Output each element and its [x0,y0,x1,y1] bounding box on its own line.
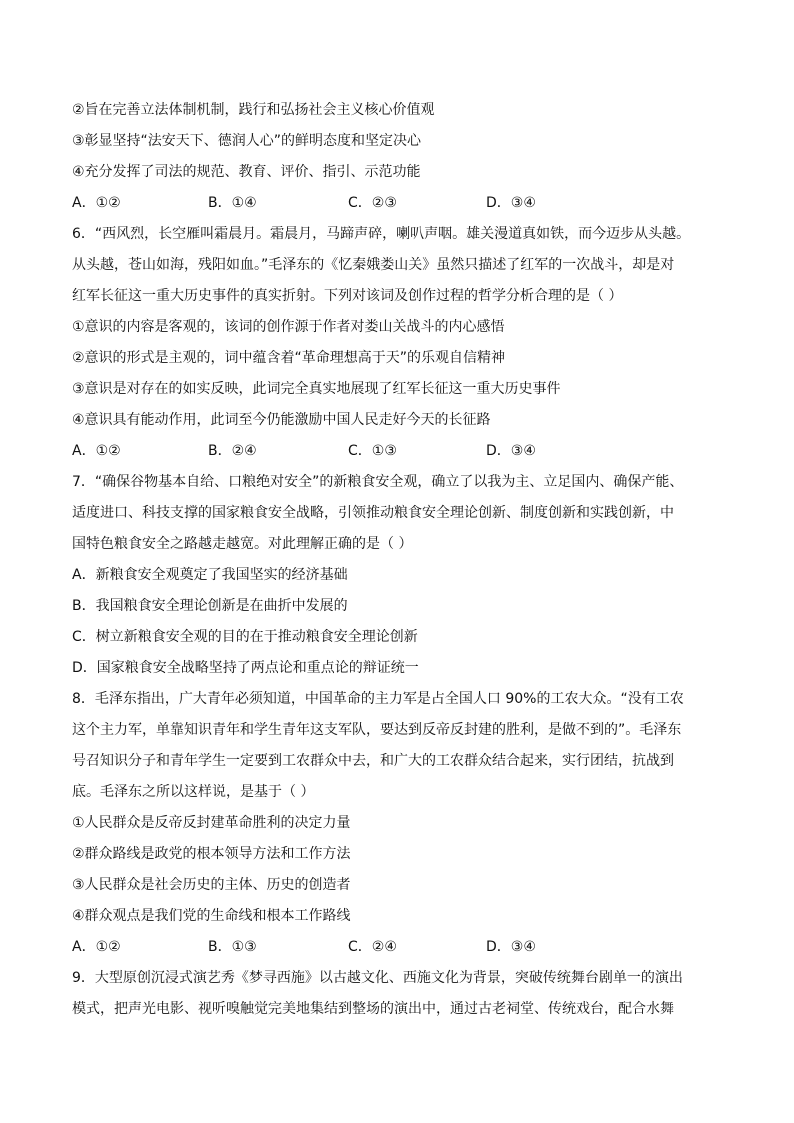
option-d[interactable]: D．国家粮食安全战略坚持了两点论和重点论的辩证统一 [72,660,419,676]
answer-options [72,937,722,968]
option-d[interactable]: D．③④ [486,443,536,459]
option-a[interactable]: A．①② [72,443,121,459]
question-content [72,100,722,1030]
question-9 [72,968,722,1030]
answer-options [72,441,722,472]
statement-item: ①意识的内容是客观的，该词的创作源于作者对娄山关战斗的内心感悟 [72,319,505,335]
question-stem-line: 号召知识分子和青年学生一定要到工农群众中去，和广大的工农群众结合起来，实行团结，抗战到 [72,753,674,769]
question-stem-line: 适度进口、科技支撑的国家粮食安全战略，引领推动粮食安全理论创新、制度创新和实践创新，中 [72,505,674,521]
question-stem-line: 从头越，苍山如海，残阳如血。”毛泽东的《忆秦娥娄山关》虽然只描述了红军的一次战斗，却是对 [72,257,675,273]
question-stem-line: 底。毛泽东之所以这样说，是基于（ ） [72,784,315,800]
question-stem-line: 国特色粮食安全之路越走越宽。对此理解正确的是（ ） [72,536,413,552]
question-stem-line: 红军长征这一重大历史事件的真实折射。下列对该词及创作过程的哲学分析合理的是（ ） [72,288,623,304]
option-b[interactable]: B．①③ [208,939,257,955]
question-6 [72,224,722,472]
statement-item: ④群众观点是我们党的生命线和根本工作路线 [72,908,351,924]
option-a[interactable]: A．①② [72,195,121,211]
question-8 [72,689,722,968]
question-stem-line: 7．“确保谷物基本自给、口粮绝对安全”的新粮食安全观，确立了以我为主、立足国内、确保产能、 [72,474,684,490]
question-5-tail [72,100,722,224]
option-b[interactable]: B．②④ [208,443,257,459]
statement-item: ②意识的形式是主观的，词中蕴含着“革命理想高于天”的乐观自信精神 [72,350,506,366]
question-stem-line: 模式，把声光电影、视听嗅触觉完美地集结到整场的演出中，通过古老祠堂、传统戏台，配合水舞 [72,1001,674,1017]
statement-item: ③意识是对存在的如实反映，此词完全真实地展现了红军长征这一重大历史事件 [72,381,561,397]
statement-item: ④充分发挥了司法的规范、教育、评价、指引、示范功能 [72,164,421,180]
option-d[interactable]: D．③④ [486,939,536,955]
answer-options [72,193,722,224]
option-a[interactable]: A．①② [72,939,121,955]
question-stem-line: 6．“西风烈，长空雁叫霜晨月。霜晨月，马蹄声碎，喇叭声咽。雄关漫道真如铁，而今迈步从头越。 [72,226,691,242]
option-a[interactable]: A．新粮食安全观奠定了我国坚实的经济基础 [72,567,348,583]
question-7 [72,472,722,689]
option-c[interactable]: C．②③ [348,195,397,211]
option-c[interactable]: C．树立新粮食安全观的目的在于推动粮食安全理论创新 [72,629,418,645]
option-d[interactable]: D．③④ [486,195,536,211]
option-b[interactable]: B．①④ [208,195,257,211]
option-c[interactable]: C．②④ [348,939,397,955]
statement-item: ③人民群众是社会历史的主体、历史的创造者 [72,877,351,893]
statement-item: ③彰显坚持“法安天下、德润人心”的鲜明态度和坚定决心 [72,133,422,149]
statement-item: ②旨在完善立法体制机制，践行和弘扬社会主义核心价值观 [72,102,435,118]
question-stem-line: 这个主力军，单靠知识青年和学生青年这支军队，要达到反帝反封建的胜利，是做不到的”。毛泽东 [72,722,682,738]
option-c[interactable]: C．①③ [348,443,397,459]
statement-item: ②群众路线是政党的根本领导方法和工作方法 [72,846,351,862]
question-stem-line: 9．大型原创沉浸式演艺秀《梦寻西施》以古越文化、西施文化为背景，突破传统舞台剧单一的演出 [72,970,683,986]
statement-item: ①人民群众是反帝反封建革命胜利的决定力量 [72,815,351,831]
statement-item: ④意识具有能动作用，此词至今仍能激励中国人民走好今天的长征路 [72,412,491,428]
question-stem-line: 8．毛泽东指出，广大青年必须知道，中国革命的主力军是占全国人口 90%的工农大众。“没有工农 [72,691,684,707]
option-b[interactable]: B．我国粮食安全理论创新是在曲折中发展的 [72,598,348,614]
